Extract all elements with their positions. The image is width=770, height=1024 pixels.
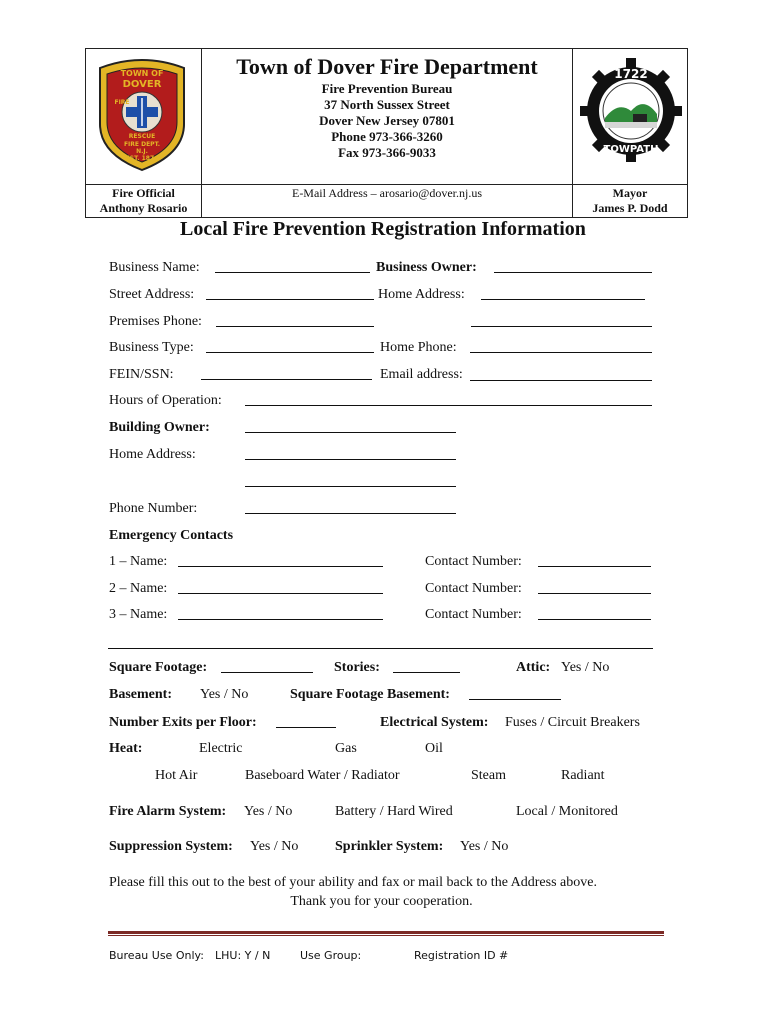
fein-ssn-label: FEIN/SSN:: [109, 367, 174, 382]
contact-2-number-field[interactable]: [538, 593, 651, 594]
contact-3-name-field[interactable]: [178, 619, 383, 620]
svg-text:EST. 1874: EST. 1874: [125, 155, 159, 162]
heat-option-baseboard[interactable]: Baseboard Water / Radiator: [245, 768, 400, 783]
phone-number: Phone 973-366-3260: [331, 129, 443, 144]
battery-hard-wired-options[interactable]: Battery / Hard Wired: [335, 804, 453, 819]
business-name-label: Business Name:: [109, 260, 200, 275]
contact-2-name-label: 2 – Name:: [109, 581, 168, 596]
fire-official-title: Fire Official: [112, 186, 175, 200]
svg-text:FIRE: FIRE: [114, 99, 130, 106]
lhu-options[interactable]: LHU: Y / N: [215, 949, 271, 962]
building-owner-phone-field[interactable]: [245, 513, 456, 514]
thank-you-text: Thank you for your cooperation.: [290, 894, 473, 909]
building-owner-field[interactable]: [245, 432, 456, 433]
home-phone-label: Home Phone:: [380, 340, 457, 355]
contact-3-number-label: Contact Number:: [425, 607, 522, 622]
exits-per-floor-label: Number Exits per Floor:: [109, 715, 257, 730]
svg-text:TOWPATH: TOWPATH: [603, 144, 659, 155]
email-address-label: Email address:: [380, 367, 463, 382]
heat-option-radiant[interactable]: Radiant: [561, 768, 605, 783]
business-name-field[interactable]: [215, 272, 370, 273]
square-footage-label: Square Footage:: [109, 660, 208, 675]
business-owner-field[interactable]: [494, 272, 652, 273]
svg-text:TOWN OF: TOWN OF: [120, 69, 164, 78]
heat-option-steam[interactable]: Steam: [471, 768, 506, 783]
footer-rule-thick: [108, 931, 664, 934]
contact-1-name-field[interactable]: [178, 566, 383, 567]
business-type-field[interactable]: [206, 352, 374, 353]
street-address-label: Street Address:: [109, 287, 195, 302]
home-address-field-2[interactable]: [471, 326, 652, 327]
basement-label: Basement:: [109, 687, 172, 702]
svg-text:DOVER: DOVER: [122, 79, 162, 90]
heat-option-electric[interactable]: Electric: [199, 741, 243, 756]
square-footage-basement-field[interactable]: [469, 699, 561, 700]
building-owner-label: Building Owner:: [109, 420, 210, 435]
sprinkler-system-label: Sprinkler System:: [335, 839, 444, 854]
exits-per-floor-field[interactable]: [276, 727, 336, 728]
suppression-system-options[interactable]: Yes / No: [250, 839, 299, 854]
fein-ssn-field[interactable]: [201, 379, 372, 380]
section-divider: [108, 648, 653, 649]
svg-text:1722: 1722: [614, 67, 648, 81]
premises-phone-field[interactable]: [216, 326, 374, 327]
basement-options[interactable]: Yes / No: [200, 687, 249, 702]
fire-official-name: Anthony Rosario: [99, 201, 188, 215]
use-group-label: Use Group:: [300, 949, 362, 962]
premises-phone-label: Premises Phone:: [109, 314, 202, 329]
stories-label: Stories:: [334, 660, 380, 675]
contact-3-name-label: 3 – Name:: [109, 607, 168, 622]
contact-2-name-field[interactable]: [178, 593, 383, 594]
home-phone-field[interactable]: [470, 352, 652, 353]
emergency-contacts-heading: Emergency Contacts: [109, 528, 234, 543]
sprinkler-system-options[interactable]: Yes / No: [460, 839, 509, 854]
svg-text:FIRE DEPT.: FIRE DEPT.: [123, 141, 161, 148]
building-owner-home-address-label: Home Address:: [109, 447, 196, 462]
heat-option-hot-air[interactable]: Hot Air: [155, 768, 198, 783]
header-row-divider: [85, 184, 688, 185]
bureau-name: Fire Prevention Bureau: [321, 81, 453, 96]
department-title: Town of Dover Fire Department: [236, 54, 538, 79]
local-monitored-options[interactable]: Local / Monitored: [516, 804, 618, 819]
hours-of-operation-field[interactable]: [245, 405, 652, 406]
dover-fire-patch-logo: [92, 54, 192, 172]
footer-rule-thin: [108, 935, 664, 936]
building-owner-phone-label: Phone Number:: [109, 501, 198, 516]
street-address: 37 North Sussex Street: [324, 97, 450, 112]
heat-option-oil[interactable]: Oil: [425, 741, 443, 756]
electrical-system-options[interactable]: Fuses / Circuit Breakers: [505, 715, 640, 730]
stories-field[interactable]: [393, 672, 460, 673]
attic-options[interactable]: Yes / No: [561, 660, 610, 675]
electrical-system-label: Electrical System:: [380, 715, 489, 730]
city-state-zip: Dover New Jersey 07801: [319, 113, 455, 128]
form-title: Local Fire Prevention Registration Information: [180, 218, 586, 240]
heat-label: Heat:: [109, 741, 143, 756]
business-type-label: Business Type:: [109, 340, 194, 355]
square-footage-field[interactable]: [221, 672, 313, 673]
building-owner-address-field-2[interactable]: [245, 486, 456, 487]
square-footage-basement-label: Square Footage Basement:: [290, 687, 450, 702]
heat-option-gas[interactable]: Gas: [335, 741, 357, 756]
mayor-name: James P. Dodd: [592, 201, 668, 215]
street-address-field[interactable]: [206, 299, 374, 300]
email-address: E-Mail Address – arosario@dover.nj.us: [291, 186, 483, 200]
mayor-title: Mayor: [612, 186, 648, 200]
bureau-use-label: Bureau Use Only:: [109, 949, 204, 962]
suppression-system-label: Suppression System:: [109, 839, 233, 854]
svg-text:N.J.: N.J.: [136, 148, 148, 155]
contact-1-number-label: Contact Number:: [425, 554, 522, 569]
instructions-text: Please fill this out to the best of your ability and fax or mail back to the Address above.: [109, 875, 597, 890]
email-address-field[interactable]: [470, 380, 652, 381]
building-owner-address-field[interactable]: [245, 459, 456, 460]
contact-3-number-field[interactable]: [538, 619, 651, 620]
hours-of-operation-label: Hours of Operation:: [109, 393, 222, 408]
fax-number: Fax 973-366-9033: [338, 145, 436, 160]
attic-label: Attic:: [516, 660, 551, 675]
home-address-field[interactable]: [481, 299, 645, 300]
business-owner-label: Business Owner:: [376, 260, 477, 275]
contact-1-number-field[interactable]: [538, 566, 651, 567]
svg-text:RESCUE: RESCUE: [128, 133, 156, 140]
fire-alarm-options[interactable]: Yes / No: [244, 804, 293, 819]
contact-1-name-label: 1 – Name:: [109, 554, 168, 569]
contact-2-number-label: Contact Number:: [425, 581, 522, 596]
towpath-1722-logo: [578, 56, 684, 166]
home-address-label: Home Address:: [378, 287, 465, 302]
fire-alarm-label: Fire Alarm System:: [109, 804, 227, 819]
registration-id-label: Registration ID #: [414, 949, 509, 962]
